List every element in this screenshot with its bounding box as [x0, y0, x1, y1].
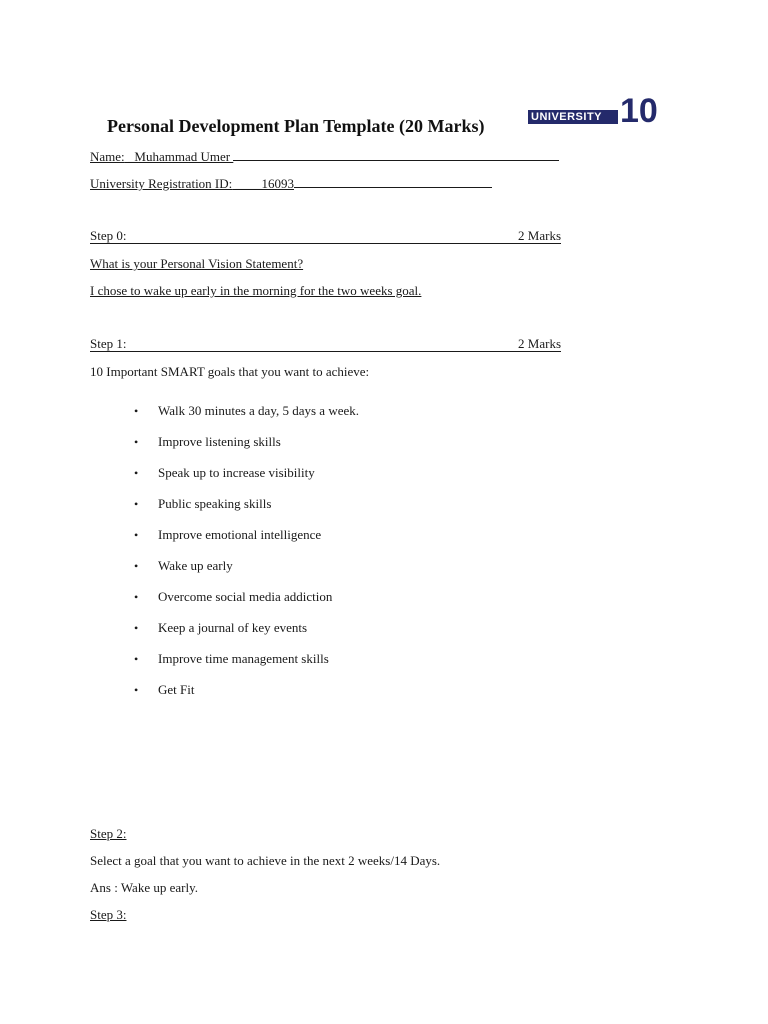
goal-text: Speak up to increase visibility: [158, 465, 315, 480]
name-blank-line: [233, 148, 559, 161]
step-0-question: What is your Personal Vision Statement?: [90, 256, 304, 271]
bullet-icon: •: [134, 435, 139, 449]
bullet-icon: •: [134, 497, 139, 511]
step-3-label: Step 3:: [90, 907, 127, 922]
bullet-icon: •: [134, 683, 139, 697]
goal-text: Walk 30 minutes a day, 5 days a week.: [158, 403, 359, 418]
step-1-prompt: 10 Important SMART goals that you want to achieve:: [90, 364, 370, 379]
step-0-marks: 2 Marks: [518, 228, 561, 243]
goal-text: Improve time management skills: [158, 651, 329, 666]
step-2-answer: Ans : Wake up early.: [90, 880, 198, 895]
bullet-icon: •: [134, 590, 139, 604]
step-0-label: Step 0:: [90, 228, 127, 243]
bullet-icon: •: [134, 652, 139, 666]
goal-text: Overcome social media addiction: [158, 589, 333, 604]
goal-text: Improve emotional intelligence: [158, 527, 322, 542]
registration-label: University Registration ID:: [90, 176, 233, 191]
step-1-label: Step 1:: [90, 336, 127, 351]
document-title: Personal Development Plan Template (20 Marks): [107, 116, 485, 136]
name-field: [90, 148, 559, 165]
registration-value: ____16093: [232, 176, 295, 191]
goal-text: Wake up early: [158, 558, 233, 573]
university-logo: [528, 92, 660, 130]
step-1-header: [90, 337, 561, 352]
name-value: _Muhammad Umer: [124, 149, 234, 164]
step-1-marks: 2 Marks: [518, 336, 561, 351]
step-2-prompt: Select a goal that you want to achieve in the next 2 weeks/14 Days.: [90, 853, 441, 868]
logo-number: 10: [620, 92, 658, 130]
registration-field: [90, 175, 492, 192]
step-0-header: [90, 229, 561, 244]
goal-text: Public speaking skills: [158, 496, 272, 511]
bullet-icon: •: [134, 621, 139, 635]
bullet-icon: •: [134, 528, 139, 542]
goal-text: Improve listening skills: [158, 434, 281, 449]
step-2-label: Step 2:: [90, 826, 127, 841]
step-0-answer: I chose to wake up early in the morning for the two weeks goal.: [90, 283, 422, 298]
logo-wordmark: UNIVERSITY: [531, 111, 603, 123]
name-label: Name:: [90, 149, 125, 164]
goal-text: Get Fit: [158, 682, 195, 697]
bullet-icon: •: [134, 404, 139, 418]
registration-blank-line: [294, 175, 492, 188]
goal-text: Keep a journal of key events: [158, 620, 308, 635]
bullet-icon: •: [134, 466, 139, 480]
bullet-icon: •: [134, 559, 139, 573]
